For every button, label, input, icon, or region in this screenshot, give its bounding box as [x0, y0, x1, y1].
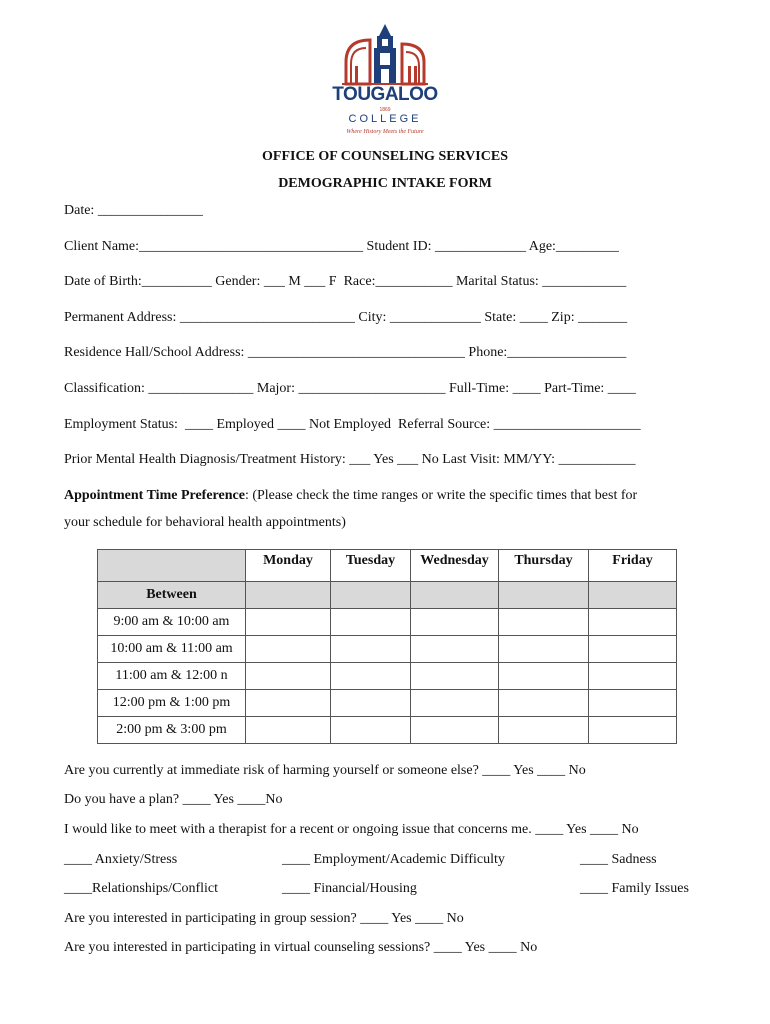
appointment-preference-label: Appointment Time Preference [64, 488, 245, 503]
employment-referral-line[interactable]: Employment Status: ____ Employed ____ Not Employed Referral Source: _____________________ [64, 417, 641, 432]
issue-financial-housing[interactable]: ____ Financial/Housing [282, 881, 417, 896]
schedule-checkbox-cell[interactable] [589, 636, 677, 663]
permanent-address-line[interactable]: Permanent Address: _________________________ City: _____________ State: ____ Zip: _______ [64, 310, 628, 325]
time-slot-label: 12:00 pm & 1:00 pm [98, 690, 246, 717]
residence-address-line[interactable]: Residence Hall/School Address: _______________________________ Phone:_________________ [64, 345, 627, 360]
issue-sadness[interactable]: ____ Sadness [580, 852, 657, 867]
birth-gender-race-line[interactable]: Date of Birth:__________ Gender: ___ M ___ F Race:___________ Marital Status: ____________ [64, 274, 627, 289]
schedule-checkbox-cell[interactable] [411, 690, 499, 717]
schedule-checkbox-cell[interactable] [246, 609, 331, 636]
immediate-risk-question[interactable]: Are you currently at immediate risk of harming yourself or someone else? ____ Yes ____ No [64, 763, 586, 778]
client-info-line[interactable]: Client Name:________________________________ Student ID: _____________ Age:_________ [64, 239, 619, 254]
schedule-checkbox-cell[interactable] [499, 717, 589, 744]
chapel-tower-icon [330, 22, 440, 86]
day-header-monday: Monday [246, 550, 331, 582]
form-title-office: OFFICE OF COUNSELING SERVICES [262, 149, 508, 164]
mental-health-history-line[interactable]: Prior Mental Health Diagnosis/Treatment History: ___ Yes ___ No Last Visit: MM/YY: ___________ [64, 452, 636, 467]
table-row [98, 636, 677, 663]
day-header-thursday: Thursday [499, 550, 589, 582]
issue-relationships-conflict[interactable]: ____Relationships/Conflict [64, 881, 218, 896]
schedule-checkbox-cell[interactable] [589, 663, 677, 690]
schedule-checkbox-cell[interactable] [331, 717, 411, 744]
date-field[interactable]: Date: _______________ [64, 203, 203, 218]
table-cell [246, 582, 331, 609]
time-slot-label: 9:00 am & 10:00 am [98, 609, 246, 636]
between-label: Between [98, 582, 246, 609]
classification-line[interactable]: Classification: _______________ Major: _____________________ Full-Time: ____ Part-Time: ____ [64, 381, 636, 396]
time-slot-label: 10:00 am & 11:00 am [98, 636, 246, 663]
table-row [98, 609, 677, 636]
time-slot-label: 11:00 am & 12:00 n [98, 663, 246, 690]
table-cell [589, 582, 677, 609]
schedule-checkbox-cell[interactable] [499, 636, 589, 663]
issue-anxiety-stress[interactable]: ____ Anxiety/Stress [64, 852, 178, 867]
schedule-checkbox-cell[interactable] [246, 636, 331, 663]
appointment-schedule-table [97, 549, 677, 744]
logo-tagline: Where History Meets the Future [346, 129, 424, 135]
time-slot-label: 2:00 pm & 3:00 pm [98, 717, 246, 744]
logo-year: 1869 [379, 107, 391, 113]
appointment-preference-instructions: : (Please check the time ranges or write the specific times that best for [244, 488, 638, 503]
college-logo [330, 22, 440, 140]
schedule-checkbox-cell[interactable] [411, 663, 499, 690]
table-corner-cell [98, 550, 246, 582]
logo-name: TOUGALOO [332, 84, 438, 105]
table-cell [411, 582, 499, 609]
table-cell [499, 582, 589, 609]
table-row [98, 717, 677, 744]
table-row [98, 582, 677, 609]
schedule-checkbox-cell[interactable] [411, 609, 499, 636]
schedule-checkbox-cell[interactable] [411, 717, 499, 744]
day-header-friday: Friday [589, 550, 677, 582]
table-cell [331, 582, 411, 609]
schedule-checkbox-cell[interactable] [331, 690, 411, 717]
appointment-preference-text [64, 488, 637, 504]
form-title-intake: DEMOGRAPHIC INTAKE FORM [278, 176, 492, 191]
schedule-checkbox-cell[interactable] [331, 636, 411, 663]
schedule-checkbox-cell[interactable] [246, 663, 331, 690]
therapist-question[interactable]: I would like to meet with a therapist for a recent or ongoing issue that concerns me. ____ Yes ____ No [64, 822, 639, 837]
schedule-checkbox-cell[interactable] [499, 609, 589, 636]
virtual-session-question[interactable]: Are you interested in participating in virtual counseling sessions? ____ Yes ____ No [64, 940, 538, 955]
schedule-checkbox-cell[interactable] [331, 609, 411, 636]
schedule-checkbox-cell[interactable] [589, 717, 677, 744]
schedule-checkbox-cell[interactable] [411, 636, 499, 663]
schedule-checkbox-cell[interactable] [499, 663, 589, 690]
schedule-checkbox-cell[interactable] [499, 690, 589, 717]
table-row [98, 690, 677, 717]
day-header-wednesday: Wednesday [411, 550, 499, 582]
appointment-preference-text-2: your schedule for behavioral health appointments) [64, 515, 346, 530]
day-header-tuesday: Tuesday [331, 550, 411, 582]
issue-employment-academic[interactable]: ____ Employment/Academic Difficulty [282, 852, 505, 867]
schedule-checkbox-cell[interactable] [246, 690, 331, 717]
schedule-checkbox-cell[interactable] [589, 609, 677, 636]
schedule-checkbox-cell[interactable] [589, 690, 677, 717]
plan-question[interactable]: Do you have a plan? ____ Yes ____No [64, 792, 283, 807]
table-header-row [98, 550, 677, 582]
table-row [98, 663, 677, 690]
group-session-question[interactable]: Are you interested in participating in group session? ____ Yes ____ No [64, 911, 464, 926]
issue-family[interactable]: ____ Family Issues [580, 881, 689, 896]
schedule-checkbox-cell[interactable] [331, 663, 411, 690]
logo-college: COLLEGE [348, 113, 422, 125]
schedule-checkbox-cell[interactable] [246, 717, 331, 744]
